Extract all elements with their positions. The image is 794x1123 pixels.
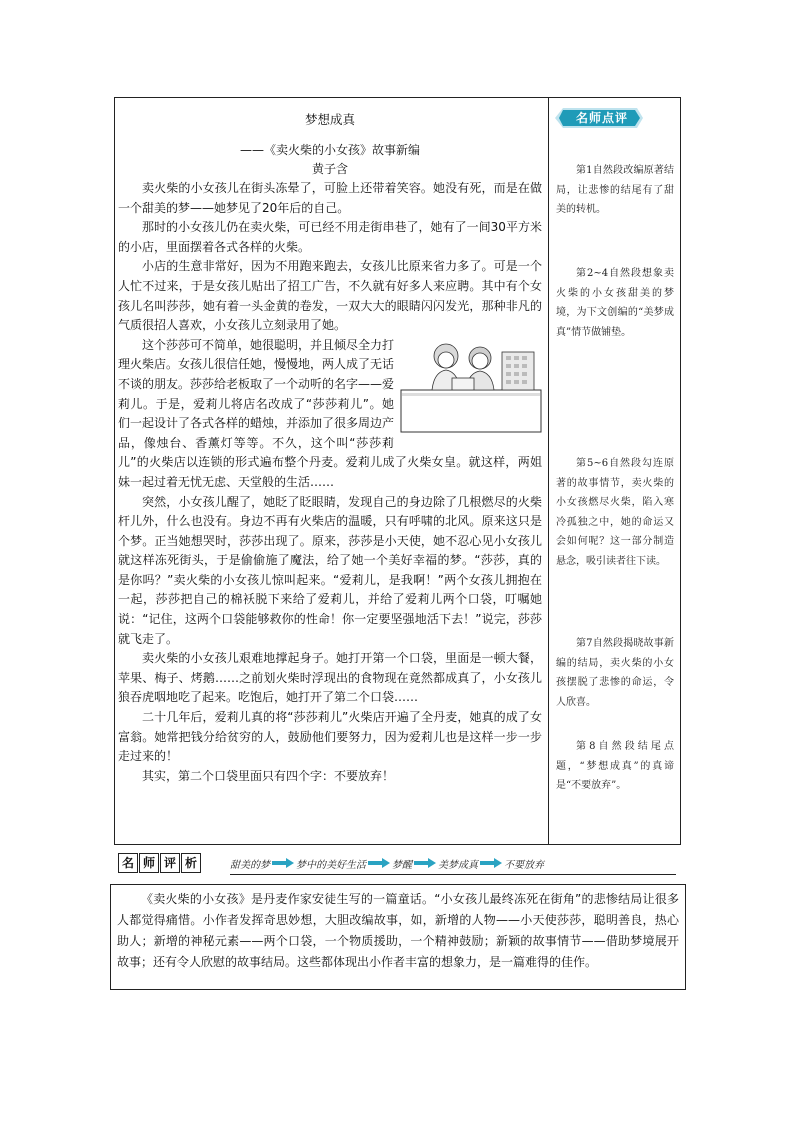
flow-step: 梦醒 (392, 859, 412, 871)
evaluation-bar (114, 850, 681, 876)
evaluation-underline (230, 874, 676, 875)
paragraph-1: 卖火柴的小女孩儿在街头冻晕了，可脸上还带着笑容。她没有死，而是在做一个甜美的梦——她梦见了20年后的自己。 (118, 181, 542, 215)
column-divider (548, 97, 549, 845)
illustration-two-girls-at-desk (400, 338, 542, 434)
flow-step: 甜美的梦 (230, 859, 270, 871)
comment-4-text: 第7自然段揭晓故事新编的结局，卖火柴的小女孩摆脱了悲惨的命运，令人欣喜。 (556, 638, 674, 708)
paragraph-6: 卖火柴的小女孩儿艰难地撑起身子。她打开第一个口袋，里面是一顿大餐，苹果、梅子、烤鹅……之前划火柴时浮现出的食物现在竟然都成真了，小女孩儿狼吞虎咽地吃了起来。吃饱后，她打开了第二个口袋…… (118, 651, 542, 705)
comment-3 (556, 454, 674, 571)
comment-4 (556, 634, 674, 712)
arrow-right-icon (414, 858, 436, 868)
comment-2 (556, 264, 674, 342)
paragraph-3: 小店的生意非常好，因为不用跑来跑去，女孩儿比原来省力多了。可是一个人忙不过来，于是女孩儿贴出了招工广告，不久就有好多人来应聘。其中有个女孩儿名叫莎莎，她有着一头金黄的卷发，一双大大的眼睛闪闪发光，那种非凡的气质很招人喜欢，小女孩儿立刻录用了她。 (118, 259, 542, 333)
arrow-right-icon (368, 858, 390, 868)
essay-author: 黄子含 (311, 162, 348, 176)
paragraph-7: 二十几年后，爱莉儿真的将“莎莎莉儿”火柴店开遍了全丹麦，她真的成了女富翁。她常把钱分给贫穷的人，鼓励他们要努力，因为爱莉儿也是这样一步一步走过来的！ (118, 710, 542, 764)
flow-step: 不要放弃 (504, 859, 544, 871)
teacher-comment-header (553, 105, 645, 131)
teacher-review-text: 《卖火柴的小女孩》是丹麦作家安徒生写的一篇童话。“小女孩儿最终冻死在街角”的悲惨结局让很多人都觉得痛惜。小作者发挥奇思妙想，大胆改编故事，如，新增的人物——小天使莎莎，聪明善良，热心助人；新增的神秘元素——两个口袋，一个物质援助，一个精神鼓励；新颖的故事情节——借助梦境展开故事；还有令人欣慰的故事结局。这些都体现出小作者丰富的想象力，是一篇难得的佳作。 (117, 892, 679, 969)
essay-subtitle: ——《卖火柴的小女孩》故事新编 (239, 143, 420, 157)
comment-1 (556, 161, 674, 220)
teacher-review-box (110, 884, 686, 990)
flow-step: 美梦成真 (438, 859, 478, 871)
label-char: 师 (139, 853, 159, 873)
essay-body (118, 105, 542, 786)
comment-5-text: 第8自然段结尾点题，“梦想成真”的真谛是“不要放弃”。 (556, 741, 674, 791)
essay-title: 梦想成真 (304, 112, 355, 127)
paragraph-5: 突然，小女孩儿醒了，她眨了眨眼睛，发现自己的身边除了几根燃尽的火柴杆儿外，什么也没有。身边不再有火柴店的温暖，只有呼啸的北风。原来这只是个梦。正当她想哭时，莎莎出现了。原来，莎莎是小天使，她不忍心见小女孩儿就这样冻死街头，于是偷偷施了魔法，给了她一个美好幸福的梦。“莎莎，真的是你吗？”卖火柴的小女孩儿惊叫起来。“爱莉儿，是我啊！”两个女孩儿拥抱在一起，莎莎把自己的棉袄脱下来给了爱莉儿，并给了爱莉儿两个口袋，叮嘱她说：“记住，这两个口袋能够救你的性命！你一定要坚强地活下去！”说完，莎莎就飞走了。 (118, 494, 542, 646)
paragraph-8: 其实，第二个口袋里面只有四个字：不要放弃！ (142, 768, 395, 783)
arrow-right-icon (272, 858, 294, 868)
label-char: 析 (181, 853, 201, 873)
teacher-comment-label: 名师点评 (575, 111, 628, 125)
paragraph-2: 那时的小女孩儿仍在卖火柴，可已经不用走街串巷了，她有了一间30平方米的小店，里面摆着各式各样的火柴。 (118, 220, 542, 254)
comment-1-text: 第1自然段改编原著结局，让悲惨的结尾有了甜美的转机。 (556, 165, 674, 215)
comment-5 (556, 737, 674, 796)
flow-step: 梦中的美好生活 (296, 859, 366, 871)
paragraph-4: 这个莎莎可不简单，她很聪明，并且倾尽全力打理火柴店。女孩儿很信任她，慢慢地，两人成了无话不谈的朋友。莎莎给老板取了一个动听的名字——爱莉儿。于是，爱莉儿将店名改成了“莎莎莉儿”。她们一起设计了各式各样的蜡烛，并添加了很多周边产品，像烛台、香薰灯等等。不久，这个叫“莎莎莉儿”的火柴店以连锁的形式遍布整个丹麦。爱莉儿成了火柴女皇。就这样，两姐妹一起过着无忧无虑、天堂般的生活…… (118, 337, 542, 489)
comment-2-text: 第2~4自然段想象卖火柴的小女孩甜美的梦境，为下文创编的“美梦成真”情节做铺垫。 (556, 268, 674, 338)
story-flow (230, 850, 544, 876)
evaluation-label (118, 853, 202, 873)
arrow-right-icon (480, 858, 502, 868)
comment-3-text: 第5~6自然段勾连原著的故事情节，卖火柴的小女孩燃尽火柴，陷入寒冷孤独之中，她的命运又会如何呢？这一部分制造悬念，吸引读者往下读。 (556, 458, 674, 567)
label-char: 名 (118, 853, 138, 873)
label-char: 评 (160, 853, 180, 873)
